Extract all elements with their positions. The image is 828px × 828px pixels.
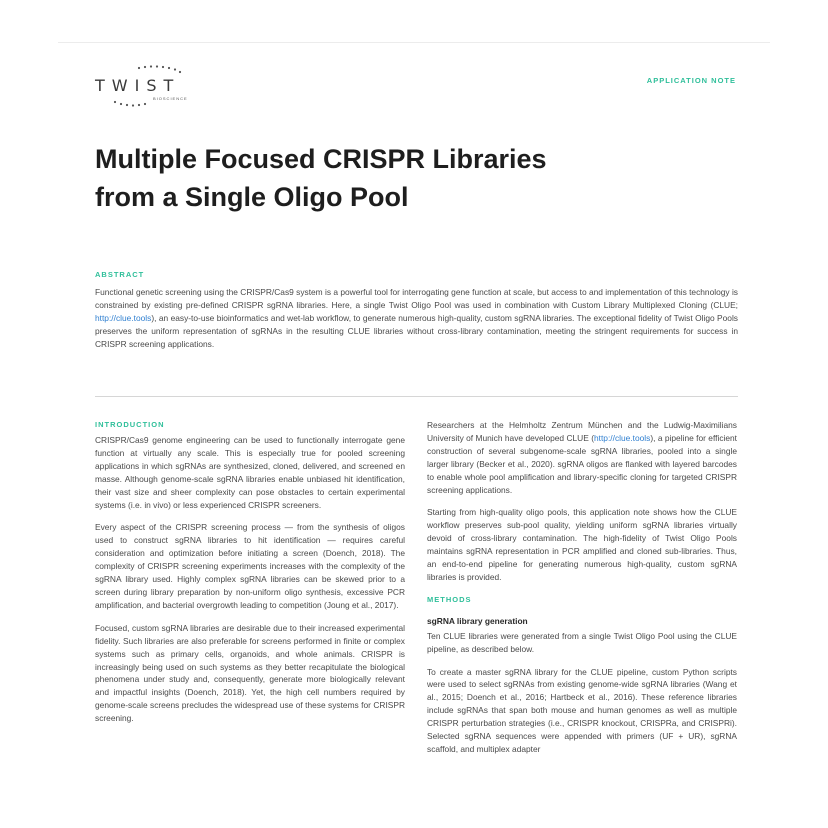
title-line-2: from a Single Oligo Pool	[95, 182, 409, 212]
abstract-clue-link[interactable]: http://clue.tools	[95, 312, 152, 323]
clue-paragraph	[427, 419, 737, 496]
abstract-text-b: ), an easy-to-use bioinformatics and wet-lab workflow, to generate numerous high-quality, custom sgRNA libraries. The exceptional fidelity of Twist Oligo Pools preserves the uniform representation of sgRNAs in the resulting CLUE libraries without cross-library contamination, meeting the stringent requirements for success in CRISPR screening applications.	[95, 312, 738, 349]
left-column	[95, 434, 405, 735]
methods-heading: METHODS	[427, 594, 472, 604]
right-column	[427, 419, 737, 766]
methods-paragraph-2: To create a master sgRNA library for the CLUE pipeline, custom Python scripts were used to select sgRNAs from existing genome-wide sgRNA libraries (Wang et al., 2015; Doench et al., 2016; Hartbeck et al., 2016). These reference libraries include sgRNAs that span both mouse and human genomes as well as multiple CRISPR perturbation strategies (i.e., CRISPR knockout, CRISPRa, and CRISPRi). Selected sgRNA sequences were appended with primers (UF + UR), sgRNA scaffold, and multiplex adapter	[427, 666, 737, 754]
intro-paragraph-2: Every aspect of the CRISPR screening process — from the synthesis of oligos used to construct sgRNA libraries to hit identification — requires careful consideration and optimization before initiating a screen (Doench, 2018). The complexity of CRISPR screening experiments increases with the complexity of the sgRNA library used. Highly complex sgRNA libraries can be skewed prior to a screen during library preparation by non-uniform oligo synthesis, excessive PCR amplification, and bacterial overgrowth leading to competition (Joung et al., 2017).	[95, 522, 405, 610]
title-line-1: Multiple Focused CRISPR Libraries	[95, 144, 547, 174]
introduction-heading: INTRODUCTION	[95, 420, 165, 429]
abstract-body	[95, 286, 738, 351]
intro-paragraph-3: Focused, custom sgRNA libraries are desirable due to their increased experimental fidelity. Such libraries are also preferable for screens performed in finite or complex systems such as primary cells, organoids, and whole animals. CRISPR is increasingly being used on such systems as they better recapitulate the biological phenomena under study and, consequently, generate more biologically relevant and impactful insights (Doench, 2018). Yet, the high cell numbers required by genome-scale screens precludes the widespread use of these systems for CRISPR screening.	[95, 622, 405, 724]
section-divider	[95, 396, 738, 397]
clue-text-b: ), a pipeline for efficient construction of several subgenome-scale sgRNA libraries, pooled into a single larger library (Becker et al., 2020). sgRNA oligos are flanked with layered barcodes to enable whole pool amplification and library-specific cloning for targeted CRISPR screening applications.	[427, 432, 738, 495]
abstract-text-a: Functional genetic screening using the CRISPR/Cas9 system is a powerful tool for interrogating gene function at scale, but access to and implementation of this technology is constrained by existing pre-defined CRISPR sgRNA libraries. Here, a single Twist Oligo Pool was used in combination with Custom Library Multiplexed Cloning (CLUE;	[95, 287, 738, 310]
clue-text-a: Researchers at the Helmholtz Zentrum München and the Ludwig-Maximilians University of Munich have developed CLUE (	[427, 420, 737, 443]
intro-paragraph-1: CRISPR/Cas9 genome engineering can be used to functionally interrogate gene function at virtually any scale. This is especially true for pooled screening applications in which sgRNAs are synthesized, cloned, delivered, and screened en masse. Although genome-scale sgRNA libraries enable unbiased hit identification, their vast size and sheer complexity can pose obstacles to certain experimental systems (i.e. in vivo) or less experienced CRISPR screeners.	[95, 435, 405, 510]
abstract-heading: ABSTRACT	[95, 270, 145, 279]
top-divider	[58, 42, 770, 43]
logo-wordmark: TWIST	[95, 76, 181, 95]
document-type-label: APPLICATION NOTE	[646, 76, 736, 85]
twist-logo	[95, 64, 205, 110]
workflow-paragraph: Starting from high-quality oligo pools, this application note shows how the CLUE workflow preserves sub-pool quality, yielding uniform sgRNA libraries virtually devoid of cross-library contamination. The high-fidelity of Twist Oligo Pools maintains sgRNA representation in PCR amplified and cloned sub-libraries. Thus, an end-to-end pipeline for generating numerous high-quality, custom sgRNA libraries is provided.	[427, 507, 737, 582]
document-title	[95, 140, 735, 216]
clue-link[interactable]: http://clue.tools	[594, 432, 651, 443]
methods-paragraph-1: Ten CLUE libraries were generated from a single Twist Oligo Pool using the CLUE pipeline, as described below.	[427, 630, 737, 654]
methods-subheading: sgRNA library generation	[427, 615, 528, 626]
logo-subtext: BIOSCIENCE	[153, 96, 188, 101]
